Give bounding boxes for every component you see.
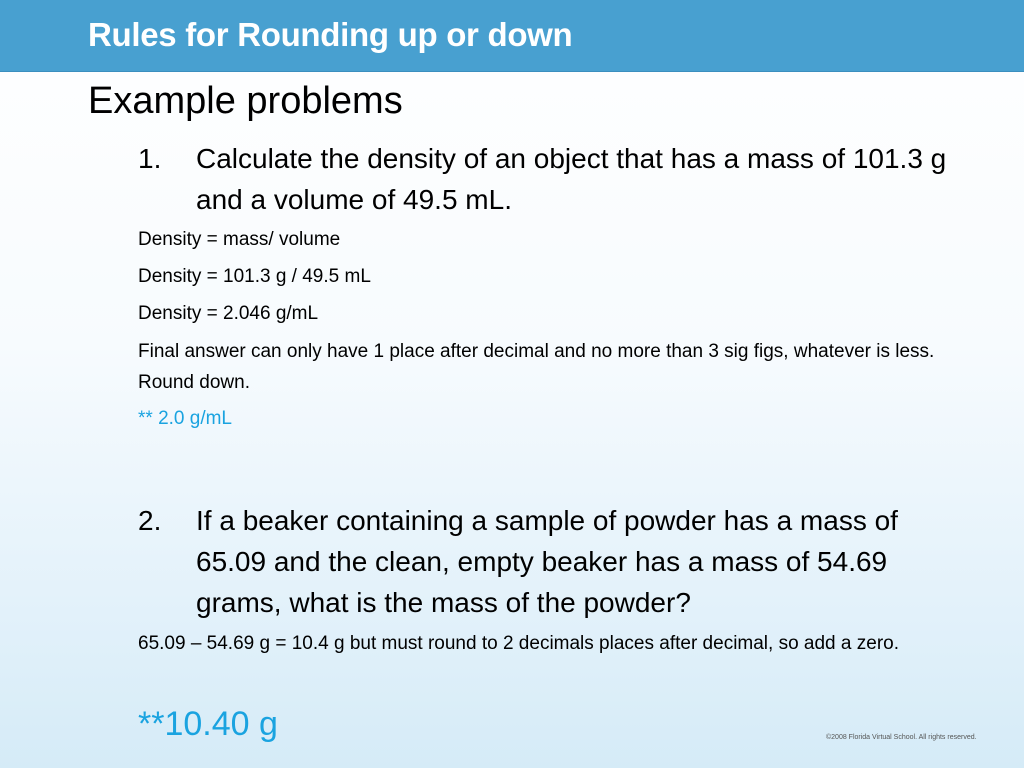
problem-1-answer: ** 2.0 g/mL — [138, 408, 232, 429]
problem-1 — [138, 138, 958, 220]
problem-1-step-2: Density = 101.3 g / 49.5 mL — [138, 266, 371, 287]
title-bar — [0, 0, 1024, 72]
slide-title: Rules for Rounding up or down — [88, 16, 573, 53]
problem-2-answer: **10.40 g — [138, 705, 278, 743]
problem-1-step-3: Density = 2.046 g/mL — [138, 303, 319, 324]
problem-1-number: 1. — [138, 143, 162, 174]
problem-2 — [138, 500, 958, 623]
copyright-notice: ©2008 Florida Virtual School. All rights reserved. — [826, 734, 977, 741]
problem-2-text: If a beaker containing a sample of powder has a mass of 65.09 and the clean, empty beaker has a mass of 54.69 grams, what is the mass of the powder? — [196, 505, 898, 618]
problem-1-text: Calculate the density of an object that has a mass of 101.3 g and a volume of 49.5 mL. — [196, 143, 947, 215]
problem-1-step-4: Final answer can only have 1 place after decimal and no more than 3 sig figs, whatever is less. Round down. — [138, 341, 935, 393]
section-heading: Example problems — [88, 80, 403, 122]
problem-2-number: 2. — [138, 505, 162, 536]
problem-2-step-1: 65.09 – 54.69 g = 10.4 g but must round to 2 decimals places after decimal, so add a zero. — [138, 633, 899, 654]
problem-1-step-1: Density = mass/ volume — [138, 229, 341, 250]
